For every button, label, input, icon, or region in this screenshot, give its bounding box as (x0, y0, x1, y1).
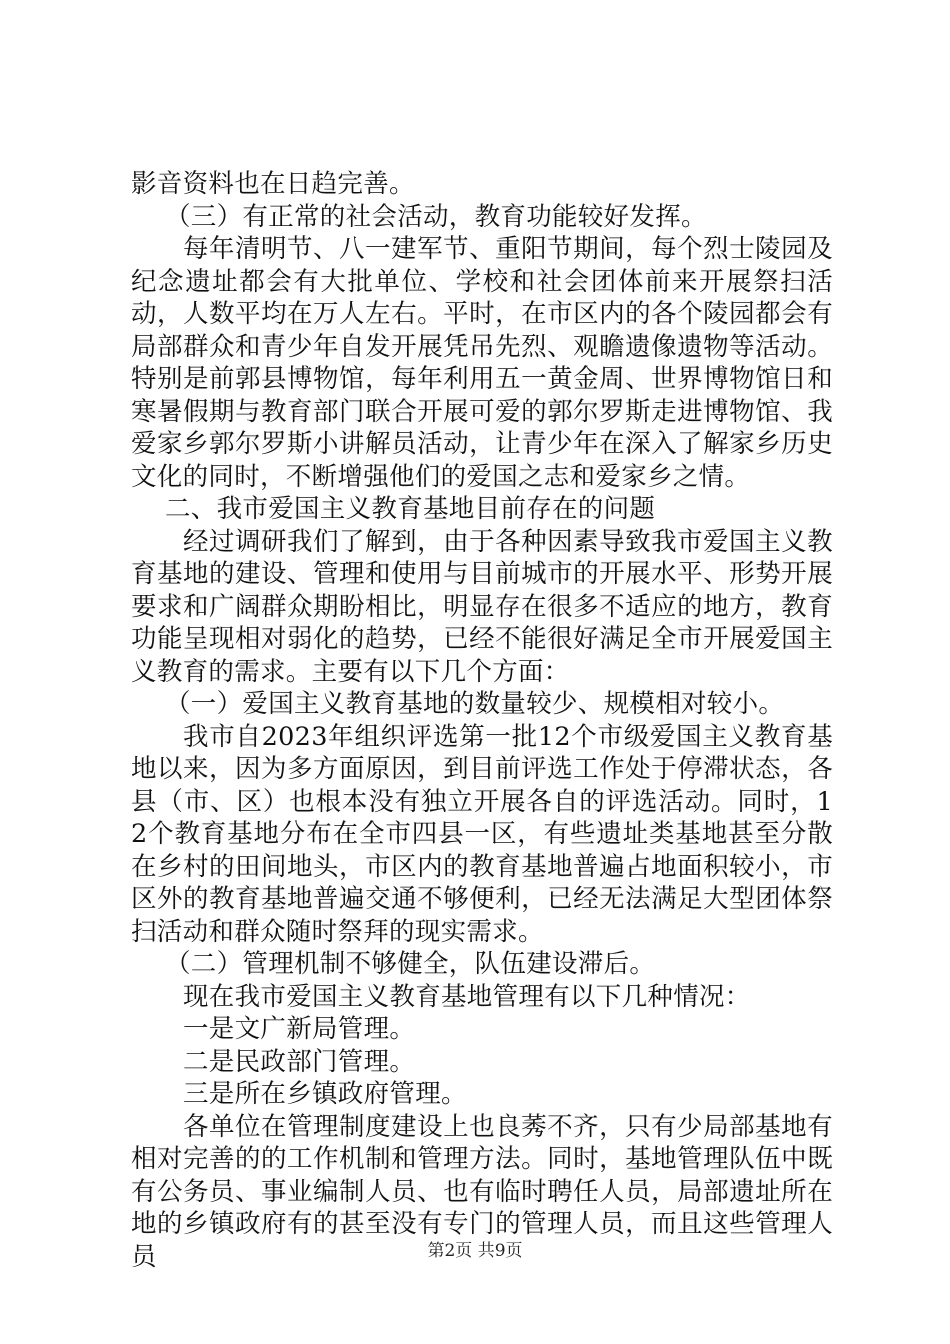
section-heading-problems: 二、我市爱国主义教育基地目前存在的问题 (165, 494, 656, 524)
paragraph-management-detail: 各单位在管理制度建设上也良莠不齐，只有少局部基地有相对完善的的工作机制和管理方法。同时，基地管理队伍中既有公务员、事业编制人员、也有临时聘任人员，局部遗址所在地的乡镇政府有的甚至没有专门的管理人员，而且这些管理人员 (131, 1111, 833, 1272)
list-item-management-2: 二是民政部门管理。 (183, 1046, 416, 1077)
list-item-management-1: 一是文广新局管理。 (183, 1014, 416, 1044)
paragraph-activities: 每年清明节、八一建军节、重阳节期间，每个烈士陵园及纪念遗址都会有大批单位、学校和社会团体前来开展祭扫活动，人数平均在万人左右。平时，在市区内的各个陵园都会有局部群众和青少年自发开展凭吊先烈、观瞻遗像遗物等活动。特别是前郭县博物馆，每年利用五一黄金周、世界博物馆日和寒暑假期与教育部门联合开展可爱的郭尔罗斯走进博物馆、我爱家乡郭尔罗斯小讲解员活动，让青少年在深入了解家乡历史文化的同时，不断增强他们的爱国之志和爱家乡之情。 (131, 234, 833, 492)
subheading-two: （二）管理机制不够健全，队伍建设滞后。 (165, 949, 656, 979)
subheading-three: （三）有正常的社会活动，教育功能较好发挥。 (165, 201, 707, 232)
list-item-management-3: 三是所在乡镇政府管理。 (183, 1079, 467, 1109)
page-number-footer: 第2页 共9页 (427, 1241, 523, 1261)
paragraph-research: 经过调研我们了解到，由于各种因素导致我市爱国主义教育基地的建设、管理和使用与目前城市的开展水平、形势开展要求和广阔群众期盼相比，明显存在很多不适应的地方，教育功能呈现相对弱化的趋势，已经不能很好满足全市开展爱国主义教育的需求。主要有以下几个方面： (131, 526, 833, 687)
paragraph-continuation: 影音资料也在日趋完善。 (131, 169, 415, 199)
document-body (131, 168, 833, 1273)
subheading-one: （一）爱国主义教育基地的数量较少、规模相对较小。 (165, 689, 785, 719)
paragraph-management-intro: 现在我市爱国主义教育基地管理有以下几种情况： (183, 981, 751, 1012)
paragraph-quantity: 我市自2023年组织评选第一批12个市级爱国主义教育基地以来，因为多方面原因，到目前评选工作处于停滞状态，各县（市、区）也根本没有独立开展各自的评选活动。同时，12个教育基地分布在全市四县一区，有些遗址类基地甚至分散在乡村的田间地头，市区内的教育基地普遍占地面积较小，市区外的教育基地普遍交通不够便利，已经无法满足大型团体祭扫活动和群众随时祭拜的现实需求。 (131, 721, 833, 947)
